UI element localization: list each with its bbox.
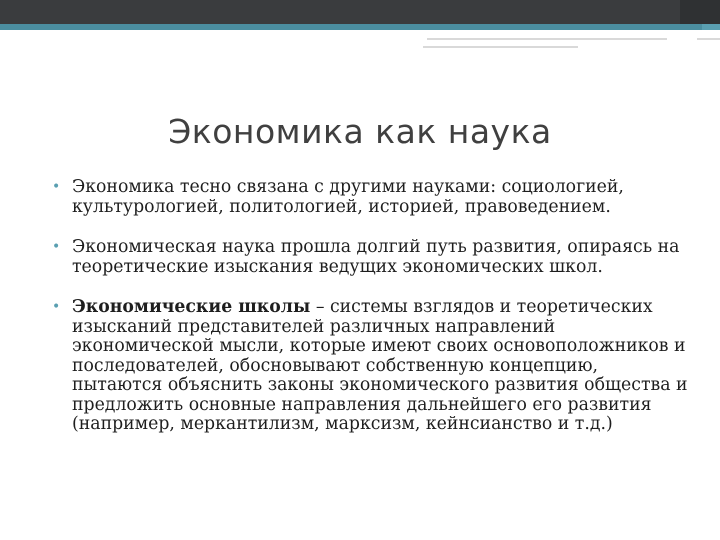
slide-title: Экономика как наука: [168, 112, 552, 151]
accent-line: [0, 24, 702, 30]
bullet-icon: •: [52, 299, 61, 315]
bullet-icon: •: [52, 179, 61, 195]
decor-line: [697, 38, 720, 40]
bullet-text: Экономическая наука прошла долгий путь развития, опираясь на теоретические изыскания ведущих экономических школ.: [72, 237, 680, 277]
bullet-icon: •: [52, 239, 61, 255]
bullet-item: [52, 238, 692, 277]
decor-line: [423, 46, 578, 48]
header-corner-block: [680, 0, 720, 24]
bullet-text: Экономика тесно связана с другими науками: социологией, культурологией, политологией, историей, правоведением.: [72, 177, 624, 217]
bullet-term: Экономические школы: [72, 297, 311, 317]
bullet-list: [52, 178, 692, 435]
bullet-item: [52, 298, 692, 435]
bullet-item: [52, 178, 692, 217]
bullet-text: – системы взглядов и теоретических изысканий представителей различных направлений экономической мысли, которые имеют своих основоположников и последователей, обосновывают собственную концепцию, пытаются объяснить законы экономического развития общества и предложить основные направления дальнейшего его развития (например, меркантилизм, марксизм, кейнсианство и т.д.): [72, 297, 688, 434]
decor-line: [427, 38, 667, 40]
header-band: [0, 0, 720, 24]
accent-line-end: [702, 24, 720, 30]
